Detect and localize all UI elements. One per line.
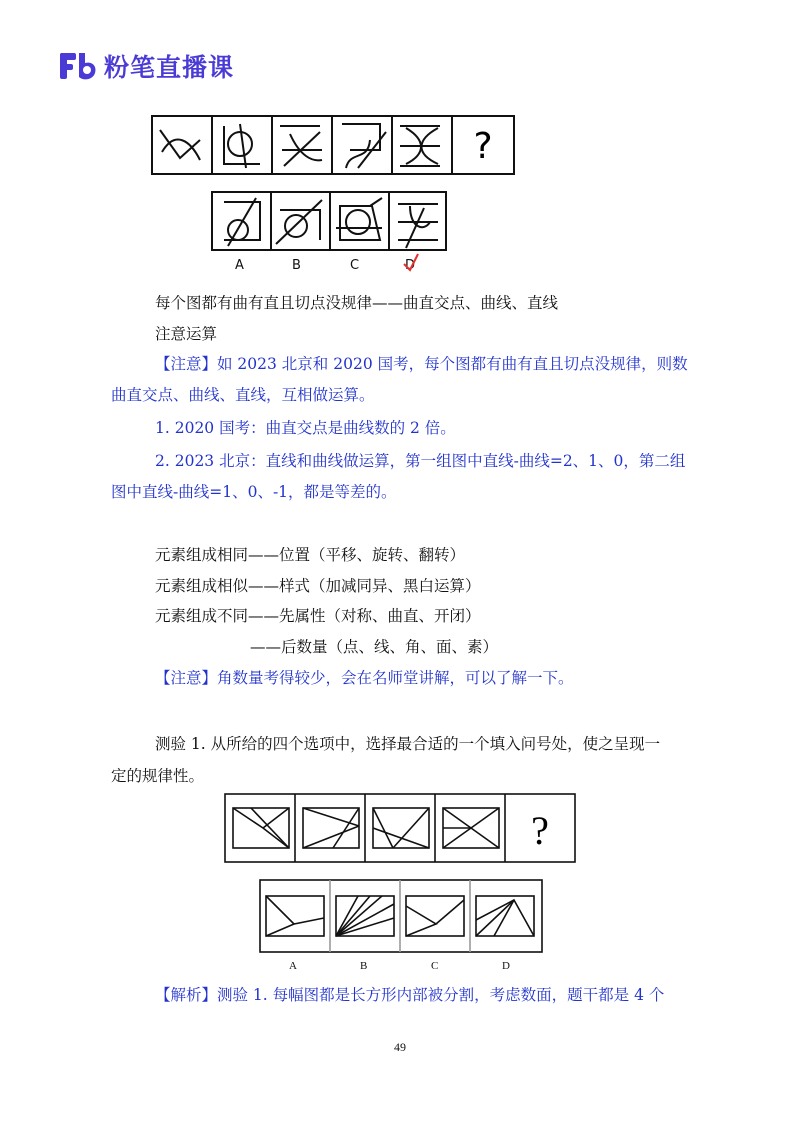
quiz-question-line-1: 测验 1. 从所给的四个选项中，选择最合适的一个填入问号处，使之呈现一	[155, 735, 661, 753]
quiz-analysis: 【解析】测验 1. 每幅图都是长方形内部被分割，考虑数面，题干都是 4 个	[155, 986, 665, 1004]
note-angles: 【注意】角数量考得较少，会在名师堂讲解，可以了解一下。	[155, 669, 574, 687]
puzzle2-option-d: D	[502, 960, 510, 972]
element-rule-similar: 元素组成相似——样式（加减同异、黑白运算）	[155, 577, 481, 595]
puzzle2-question-mark: ?	[531, 808, 549, 853]
note-paragraph-line-1: 【注意】如 2023 北京和 2020 国考，每个图都有曲有直且切点没规律，则数	[155, 355, 688, 373]
puzzle2-question-row	[223, 792, 579, 866]
note-item-2-line-2: 图中直线-曲线=1、0、-1，都是等差的。	[111, 483, 397, 501]
note-heading: 注意运算	[155, 325, 218, 343]
element-rule-quantity: ——后数量（点、线、角、面、素）	[250, 638, 499, 656]
puzzle1-question-row	[150, 110, 520, 178]
fb-logo-icon	[58, 49, 98, 83]
answer-checkmark-icon	[400, 250, 424, 274]
puzzle1-option-c: C	[350, 258, 360, 273]
brand-name: 粉笔直播课	[104, 53, 235, 82]
brand-logo	[58, 48, 234, 84]
puzzle2-option-c: C	[431, 960, 439, 972]
page-number: 49	[394, 1040, 406, 1054]
puzzle1-option-d: D	[405, 258, 416, 273]
puzzle1-options-row	[210, 188, 450, 256]
puzzle2-option-b: B	[360, 960, 368, 972]
puzzle1-option-a: A	[235, 258, 244, 273]
note-paragraph-line-2: 曲直交点、曲线、直线，互相做运算。	[111, 386, 375, 404]
rule-summary: 每个图都有曲有直且切点没规律——曲直交点、曲线、直线	[155, 294, 559, 312]
element-rule-same: 元素组成相同——位置（平移、旋转、翻转）	[155, 546, 466, 564]
puzzle1-question-mark: ?	[473, 126, 493, 167]
puzzle2-option-a: A	[289, 960, 297, 972]
element-rule-different: 元素组成不同——先属性（对称、曲直、开闭）	[155, 607, 481, 625]
puzzle1-option-b: B	[292, 258, 301, 273]
note-item-2-line-1: 2. 2023 北京：直线和曲线做运算，第一组图中直线-曲线=2、1、0，第二组	[155, 452, 686, 470]
note-item-1: 1. 2020 国考：曲直交点是曲线数的 2 倍。	[155, 419, 456, 437]
quiz-question-line-2: 定的规律性。	[111, 767, 205, 785]
puzzle2-options-row	[258, 878, 546, 954]
